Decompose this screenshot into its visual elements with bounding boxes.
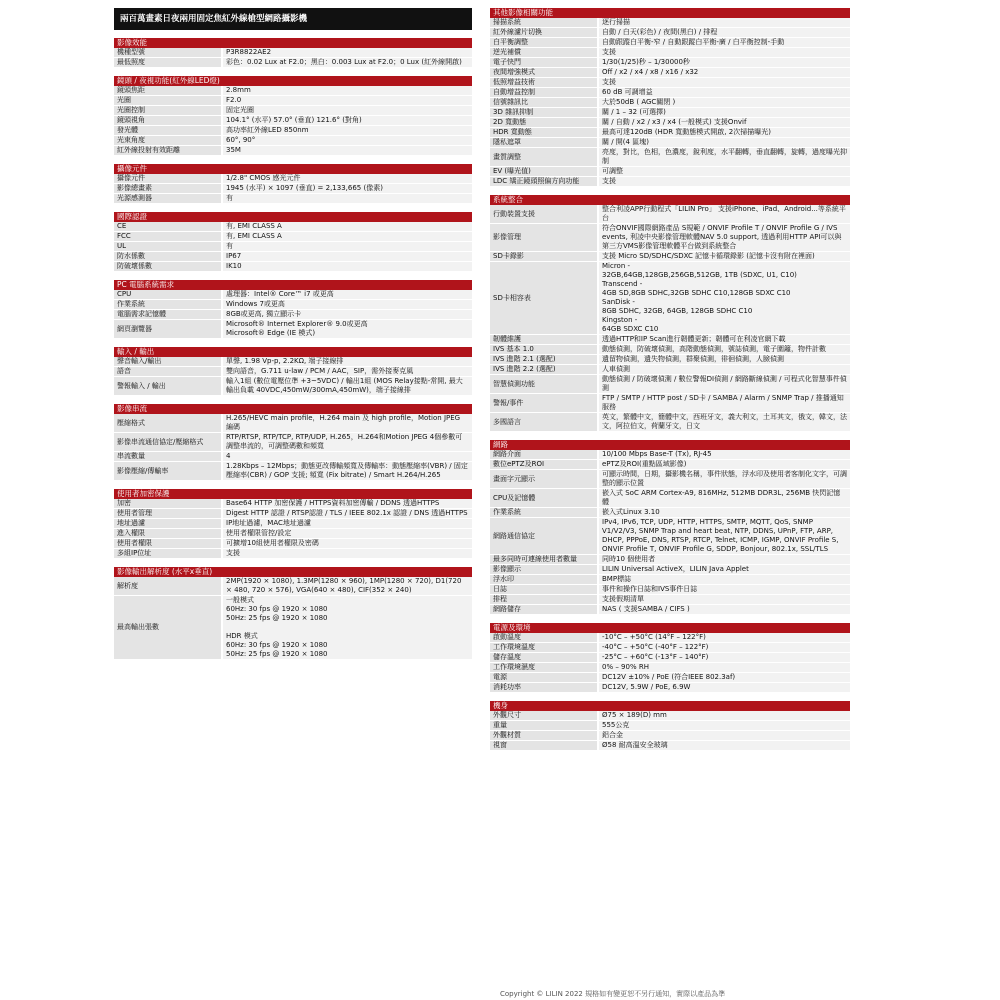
spec-label: 壓縮格式	[114, 414, 223, 432]
spec-value: 可擴增10組使用者權限及密碼	[226, 539, 319, 547]
spec-value: 有	[226, 242, 233, 250]
spec-row	[490, 128, 850, 138]
spec-value: 透過HTTP和IP Scan進行韌體更新；韌體可在利凌官網下載	[602, 335, 786, 343]
spec-label: IVS 進階 2.1 (選配)	[490, 355, 599, 364]
spec-value: 輸入1組 (數位電壓位準 +3~5VDC) / 輸出1組 (MOS Relay接點-常開, 最大輸出負載 40VDC,450mW/300mA,450mW)，端子接線排	[226, 377, 463, 394]
spec-label: 紅外線濾片切換	[490, 28, 599, 37]
spec-row	[490, 177, 850, 187]
spec-label: 光源感測器	[114, 194, 223, 203]
spec-value: 自動 / 白天(彩色) / 夜間(黑白) / 排程	[602, 28, 718, 36]
spec-row	[114, 58, 472, 68]
spec-label: 作業系統	[114, 300, 223, 309]
spec-row	[490, 663, 850, 673]
spec-value: 動態偵測 / 防破壞偵測 / 數位警報DI偵測 / 網路斷線偵測 / 可程式化智慧事件偵測	[602, 375, 847, 392]
spec-value: LILIN Universal ActiveX，LILIN Java Applet	[602, 565, 749, 573]
spec-value: FTP / SMTP / HTTP post / SD卡 / SAMBA / Alarm / SNMP Trap / 推播通知服務	[602, 394, 844, 411]
spec-row	[490, 673, 850, 683]
spec-row	[490, 731, 850, 741]
spec-value: 2.8mm	[226, 86, 251, 94]
section-header: 鏡頭 / 夜視功能(紅外線LED燈)	[114, 76, 472, 86]
spec-value: P3R8822AE2	[226, 48, 272, 56]
spec-label: 光束角度	[114, 136, 223, 145]
spec-value: 4	[226, 452, 231, 460]
spec-value: 亮度，對比，色相，色濃度，銳利度，水平翻轉，垂直翻轉，旋轉，過度曝光抑制	[602, 148, 847, 165]
spec-row	[490, 68, 850, 78]
spec-label: 儲存溫度	[490, 653, 599, 662]
spec-value: DC12V ±10% / PoE (符合IEEE 802.3af)	[602, 673, 736, 681]
spec-label: 多國語言	[490, 413, 599, 431]
spec-label: 工作環境濕度	[490, 663, 599, 672]
spec-row	[114, 549, 472, 559]
spec-label: 網路通信協定	[490, 518, 599, 554]
spec-row	[490, 653, 850, 663]
spec-row	[490, 78, 850, 88]
spec-label: UL	[114, 242, 223, 251]
spec-label: 白平衡調整	[490, 38, 599, 47]
section-header: 影像效能	[114, 38, 472, 48]
spec-value: 嵌入式Linux 3.10	[602, 508, 660, 516]
spec-label: 影像管理	[490, 224, 599, 251]
spec-row	[114, 367, 472, 377]
spec-row	[114, 519, 472, 529]
spec-row	[490, 224, 850, 252]
spec-value: 可調整	[602, 167, 623, 175]
spec-label: 加密	[114, 499, 223, 508]
spec-value: 104.1° (水平) 57.0° (垂直) 121.6° (對角)	[226, 116, 362, 124]
spec-label: CPU	[114, 290, 223, 299]
spec-label: 外觀尺寸	[490, 711, 599, 720]
section-header: 使用者加密保護	[114, 489, 472, 499]
spec-row	[490, 508, 850, 518]
spec-label: 工作環境溫度	[490, 643, 599, 652]
section-header: 網路	[490, 440, 850, 450]
section-header: 輸入 / 輸出	[114, 347, 472, 357]
spec-value: 單聲, 1.98 Vp-p, 2.2KΩ, 端子接線排	[226, 357, 344, 365]
spec-label: 解析度	[114, 577, 223, 595]
left-spec-sections	[114, 38, 472, 660]
spec-row	[114, 310, 472, 320]
spec-value: 嵌入式 SoC ARM Cortex-A9, 816MHz, 512MB DDR3L, 256MB 快閃記憶體	[602, 489, 841, 506]
section-header: 電源及環境	[490, 623, 850, 633]
spec-row	[114, 596, 472, 660]
spec-value: Base64 HTTP 加密保護 / HTTPS資料加密傳輸 / DDNS 透過HTTPS	[226, 499, 440, 507]
spec-label: 視窗	[490, 741, 599, 750]
spec-row	[490, 138, 850, 148]
spec-value: 同時10 個使用者	[602, 555, 656, 563]
spec-row	[114, 48, 472, 58]
spec-row	[490, 252, 850, 262]
spec-row	[114, 106, 472, 116]
spec-label: 發光體	[114, 126, 223, 135]
spec-value: Ø75 × 189(D) mm	[602, 711, 667, 719]
spec-label: 電源	[490, 673, 599, 682]
spec-label: 防破壞係數	[114, 262, 223, 271]
spec-value: Off / x2 / x4 / x8 / x16 / x32	[602, 68, 699, 76]
spec-value: 處理器：Intel® Core™ i7 或更高	[226, 290, 334, 298]
spec-label: 逆光補償	[490, 48, 599, 57]
spec-label: 串流數量	[114, 452, 223, 461]
spec-value: 支援	[226, 549, 240, 557]
spec-label: 語音	[114, 367, 223, 376]
spec-label: 數位ePTZ及ROI	[490, 460, 599, 469]
spec-value: DC12V, 5.9W / PoE, 6.9W	[602, 683, 691, 691]
spec-value: H.265/HEVC main profile，H.264 main 及 high profile，Motion JPEG 編碼	[226, 414, 461, 431]
spec-row	[114, 184, 472, 194]
spec-row	[490, 28, 850, 38]
spec-label: HDR 寬動態	[490, 128, 599, 137]
spec-row	[490, 345, 850, 355]
spec-label: EV (曝光值)	[490, 167, 599, 176]
spec-row	[114, 222, 472, 232]
spec-value: 大於50dB ( AGC關閉 )	[602, 98, 676, 106]
spec-row	[490, 38, 850, 48]
spec-label: 自動增益控制	[490, 88, 599, 97]
spec-row	[490, 721, 850, 731]
spec-value: 555公克	[602, 721, 630, 729]
spec-row	[114, 509, 472, 519]
spec-label: 攝像元件	[114, 174, 223, 183]
spec-label: 最多同時可連線使用者數量	[490, 555, 599, 564]
spec-label: 低照增益技術	[490, 78, 599, 87]
spec-row	[114, 252, 472, 262]
spec-row	[490, 489, 850, 508]
spec-row	[490, 88, 850, 98]
spec-value: ePTZ及ROI(重點區域影像)	[602, 460, 687, 468]
spec-label: 電子快門	[490, 58, 599, 67]
spec-row	[490, 460, 850, 470]
spec-row	[490, 633, 850, 643]
spec-value: 英文，繁體中文，簡體中文，西班牙文，義大利文，土耳其文，俄文，韓文，法文，阿拉伯文，荷蘭牙文，日文	[602, 413, 847, 430]
spec-label: SD卡相容表	[490, 262, 599, 334]
spec-row	[490, 683, 850, 693]
spec-value: Microsoft® Internet Explorer® 9.0或更高 Microsoft® Edge (IE 模式)	[226, 320, 368, 337]
spec-value: 1945 (水平) × 1097 (垂直) = 2,133,665 (像素)	[226, 184, 383, 192]
spec-row	[114, 357, 472, 367]
spec-value: BMP標誌	[602, 575, 632, 583]
spec-label: 警報/事件	[490, 394, 599, 412]
spec-value: 10/100 Mbps Base-T (Tx), RJ-45	[602, 450, 712, 458]
spec-label: 影像總畫素	[114, 184, 223, 193]
spec-value: 可顯示時間，日期，攝影機名稱，事件狀態，浮水印及使用者客制化文字，可調整的顯示位置	[602, 470, 847, 487]
spec-row	[114, 414, 472, 433]
spec-label: 警報輸入 / 輸出	[114, 377, 223, 395]
spec-label: 智慧偵測功能	[490, 375, 599, 393]
spec-row	[490, 643, 850, 653]
spec-label: 2D 寬動態	[490, 118, 599, 127]
spec-row	[114, 96, 472, 106]
spec-label: 浮水印	[490, 575, 599, 584]
spec-row	[490, 58, 850, 68]
spec-label: 隱私遮罩	[490, 138, 599, 147]
spec-value: 動態偵測，防破壞偵測，高階動態偵測，號誌偵測，電子圍籬，物件計數	[602, 345, 826, 353]
spec-label: 影像串流通信協定/壓縮格式	[114, 433, 223, 451]
spec-value: NAS ( 支援SAMBA / CIFS )	[602, 605, 690, 613]
spec-row	[114, 242, 472, 252]
spec-value: 最高可達120dB (HDR 寬動態模式開啟, 2次掃描曝光)	[602, 128, 771, 136]
spec-label: 啟動溫度	[490, 633, 599, 642]
spec-label: 行動裝置支援	[490, 205, 599, 223]
spec-value: 關 / 自動 / x2 / x3 / x4 (一般模式) 支援Onvif	[602, 118, 747, 126]
spec-value: 2MP(1920 × 1080), 1.3MP(1280 × 960), 1MP(1280 × 720), D1(720 × 480, 720 × 576), VGA(640 × 480), CIF(352 × 240)	[226, 577, 462, 594]
spec-value: Digest HTTP 認證 / RTSP認證 / TLS / IEEE 802.1x 認證 / DNS 透過HTTPS	[226, 509, 468, 517]
spec-row	[114, 433, 472, 452]
spec-label: 最高輸出張數	[114, 596, 223, 659]
spec-value: IPv4, IPv6, TCP, UDP, HTTP, HTTPS, SMTP, MQTT, QoS, SNMP V1/V2/V3, SNMP Trap and heart beat, NTP, DDNS, UPnP, FTP, ARP, DHCP, PPPoE, DNS, RTSP, RTCP, Telnet, ICMP, IGMP, ONVIF Profile S, ONVIF Profile T, ONVIF Profile G, SDDP, Bonjour, 802.1x, SSL/TLS	[602, 518, 839, 553]
footer-note: Copyright © LILIN 2022 規格如有變更恕不另行通知，實際以產品為準	[500, 990, 726, 998]
spec-label: 使用者權限	[114, 539, 223, 548]
spec-value: 支援 Micro SD/SDHC/SDXC 記憶卡循環錄影 (記憶卡沒有附在裡面)	[602, 252, 815, 260]
spec-label: 韌體維護	[490, 335, 599, 344]
spec-row	[114, 577, 472, 596]
spec-value: 1/30(1/25)秒 – 1/30000秒	[602, 58, 690, 66]
left-column	[114, 8, 472, 660]
spec-label: IVS 進階 2.2 (選配)	[490, 365, 599, 374]
spec-row	[490, 375, 850, 394]
spec-value: -25°C – +60°C (-13°F – 140°F)	[602, 653, 709, 661]
spec-label: CE	[114, 222, 223, 231]
spec-row	[490, 741, 850, 751]
spec-row	[490, 595, 850, 605]
spec-value: 固定光圈	[226, 106, 254, 114]
spec-value: Ø58 耐高溫安全玻璃	[602, 741, 668, 749]
spec-row	[114, 146, 472, 156]
spec-label: 鏡頭焦距	[114, 86, 223, 95]
spec-label: 夜間增強模式	[490, 68, 599, 77]
spec-value: 有, EMI CLASS A	[226, 222, 282, 230]
spec-label: 掃描系統	[490, 18, 599, 27]
spec-label: 排程	[490, 595, 599, 604]
spec-value: 關 / 開(4 區塊)	[602, 138, 649, 146]
spec-row	[490, 575, 850, 585]
spec-row	[490, 262, 850, 335]
spec-value: 支援假期清單	[602, 595, 644, 603]
spec-row	[114, 377, 472, 396]
spec-label: 網路介面	[490, 450, 599, 459]
section-header: 國際認證	[114, 212, 472, 222]
spec-value: 整合利凌APP行動程式「LILIN Pro」 支援iPhone、iPad、Android...等系統平台	[602, 205, 846, 222]
spec-value: IK10	[226, 262, 242, 270]
spec-value: 雙向語音，G.711 u-law / PCM / AAC，SIP，需外接麥克風	[226, 367, 414, 375]
spec-row	[114, 232, 472, 242]
spec-label: 日誌	[490, 585, 599, 594]
spec-row	[114, 86, 472, 96]
section-header: 影像串流	[114, 404, 472, 414]
spec-row	[114, 116, 472, 126]
spec-label: IVS 基本 1.0	[490, 345, 599, 354]
spec-label: 機種型號	[114, 48, 223, 57]
spec-label: 光圈控制	[114, 106, 223, 115]
spec-row	[490, 470, 850, 489]
page-title: 兩百萬畫素日夜兩用固定焦紅外線槍型網路攝影機	[114, 8, 472, 30]
spec-value: 支援	[602, 78, 616, 86]
spec-value: 自動跟蹤白平衡-窄 / 自動跟蹤白平衡-廣 / 白平衡控制-手動	[602, 38, 785, 46]
spec-label: 光圈	[114, 96, 223, 105]
spec-label: 進入權限	[114, 529, 223, 538]
spec-value: 1/2.8" CMOS 感光元件	[226, 174, 301, 182]
spec-value: 使用者權限管控/設定	[226, 529, 292, 537]
spec-value: 有, EMI CLASS A	[226, 232, 282, 240]
spec-label: 3D 雜訊抑制	[490, 108, 599, 117]
spec-value: Micron - 32GB,64GB,128GB,256GB,512GB, 1TB (SDXC, U1, C10) Transcend - 4GB SD,8GB SDHC,32GB SDHC C10,128GB SDXC C10 SanDisk - 8GB SDHC, 32GB, 64GB, 128GB SDHC C10 Kingston - 64GB SDXC C10	[602, 262, 797, 333]
spec-value: IP67	[226, 252, 242, 260]
spec-row	[490, 585, 850, 595]
spec-label: 外觀材質	[490, 731, 599, 740]
spec-label: CPU及記憶體	[490, 489, 599, 507]
spec-row	[490, 565, 850, 575]
spec-row	[490, 518, 850, 555]
spec-label: 重量	[490, 721, 599, 730]
spec-label: FCC	[114, 232, 223, 241]
spec-label: 地址過濾	[114, 519, 223, 528]
spec-value: 35M	[226, 146, 241, 154]
spec-label: 信號雜訊比	[490, 98, 599, 107]
spec-row	[490, 711, 850, 721]
spec-label: 網頁瀏覽器	[114, 320, 223, 338]
spec-row	[490, 48, 850, 58]
spec-label: 作業系統	[490, 508, 599, 517]
spec-row	[490, 335, 850, 345]
spec-label: 多組IP位址	[114, 549, 223, 558]
spec-value: 60 dB 可調增益	[602, 88, 653, 96]
spec-value: Windows 7或更高	[226, 300, 285, 308]
spec-row	[490, 108, 850, 118]
spec-row	[114, 262, 472, 272]
spec-row	[114, 499, 472, 509]
spec-label: 鏡頭視角	[114, 116, 223, 125]
spec-label: 網路儲存	[490, 605, 599, 614]
spec-value: 0% – 90% RH	[602, 663, 649, 671]
section-header: PC 電腦系統需求	[114, 280, 472, 290]
spec-row	[490, 413, 850, 432]
spec-row	[114, 174, 472, 184]
spec-row	[114, 529, 472, 539]
spec-row	[114, 194, 472, 204]
spec-label: 畫面字元顯示	[490, 470, 599, 488]
section-header: 其他影像相關功能	[490, 8, 850, 18]
spec-label: 使用者管理	[114, 509, 223, 518]
spec-value: 遺留物偵測，遺失物偵測，群聚偵測，徘徊偵測，人臉偵測	[602, 355, 784, 363]
spec-row	[490, 355, 850, 365]
spec-label: 消耗功率	[490, 683, 599, 692]
spec-row	[114, 452, 472, 462]
spec-value: 支援	[602, 177, 616, 185]
spec-value: RTP/RTSP, RTP/TCP, RTP/UDP, H.265，H.264和Motion JPEG 4個參數可調整串流的，可調整碼數和頻寬	[226, 433, 463, 450]
spec-row	[490, 18, 850, 28]
spec-row	[490, 450, 850, 460]
spec-value: 彩色：0.02 Lux at F2.0；黑白：0.003 Lux at F2.0；0 Lux (紅外線開啟)	[226, 58, 462, 66]
spec-label: SD卡錄影	[490, 252, 599, 261]
spec-row	[114, 320, 472, 339]
spec-row	[114, 290, 472, 300]
spec-row	[490, 205, 850, 224]
spec-label: 紅外線投射有效距離	[114, 146, 223, 155]
right-spec-sections	[490, 8, 850, 751]
spec-label: 影像顯示	[490, 565, 599, 574]
spec-label: 畫質調整	[490, 148, 599, 166]
section-header: 攝像元件	[114, 164, 472, 174]
spec-value: 高功率紅外線LED 850nm	[226, 126, 309, 134]
spec-row	[114, 136, 472, 146]
spec-value: 1.28Kbps – 12Mbps；動態更改傳輸頻寬及傳輸率：動態壓縮率(VBR) / 固定壓縮率(CBR) / GOP 支援; 頻寬 (Fix bitrate) / Smart H.264/H.265	[226, 462, 468, 479]
spec-row	[114, 539, 472, 549]
spec-row	[114, 462, 472, 481]
spec-value: F2.0	[226, 96, 242, 104]
spec-value: 事件和操作日誌和IVS事件日誌	[602, 585, 698, 593]
spec-value: 8GB或更高, 獨立顯示卡	[226, 310, 302, 318]
spec-value: 人車偵測	[602, 365, 630, 373]
spec-row	[490, 167, 850, 177]
spec-row	[490, 555, 850, 565]
spec-label: 電腦需求記憶體	[114, 310, 223, 319]
spec-value: 關 / 1 – 32 (可選擇)	[602, 108, 666, 116]
spec-label: 影像壓縮/傳輸率	[114, 462, 223, 480]
spec-value: 有	[226, 194, 233, 202]
spec-row	[490, 118, 850, 128]
spec-row	[114, 126, 472, 136]
section-header: 機身	[490, 701, 850, 711]
spec-row	[490, 394, 850, 413]
spec-label: 最低照度	[114, 58, 223, 67]
spec-value: 60°, 90°	[226, 136, 256, 144]
section-header: 系統整合	[490, 195, 850, 205]
spec-value: 逐行掃描	[602, 18, 630, 26]
spec-value: IP地址過濾，MAC地址過濾	[226, 519, 311, 527]
spec-label: 防水係數	[114, 252, 223, 261]
spec-value: 一般模式 60Hz: 30 fps @ 1920 × 1080 50Hz: 25 fps @ 1920 × 1080 HDR 模式 60Hz: 30 fps @ 1920 × 1080 50Hz: 25 fps @ 1920 × 1080	[226, 596, 328, 658]
spec-row	[490, 605, 850, 615]
spec-value: 支援	[602, 48, 616, 56]
section-header: 影像輸出解析度 (水平x垂直)	[114, 567, 472, 577]
spec-row	[114, 300, 472, 310]
spec-label: LDC 矯正鏡頭照偏方向功能	[490, 177, 599, 186]
spec-row	[490, 148, 850, 167]
spec-value: -40°C – +50°C (-40°F – 122°F)	[602, 643, 709, 651]
spec-row	[490, 98, 850, 108]
spec-row	[490, 365, 850, 375]
spec-value: 符合ONVIF國際網路產品 S規範 / ONVIF Profile T / ONVIF Profile G / IVS events, 利凌中央影像管理軟體NAV 5.0 support, 透過利用HTTP API可以與第三方VMS影像管理軟體平台做到系統整合	[602, 224, 842, 250]
spec-label: 聲音輸入/輸出	[114, 357, 223, 366]
right-column	[490, 8, 850, 751]
spec-value: 鋁合金	[602, 731, 623, 739]
spec-value: -10°C – +50°C (14°F – 122°F)	[602, 633, 706, 641]
